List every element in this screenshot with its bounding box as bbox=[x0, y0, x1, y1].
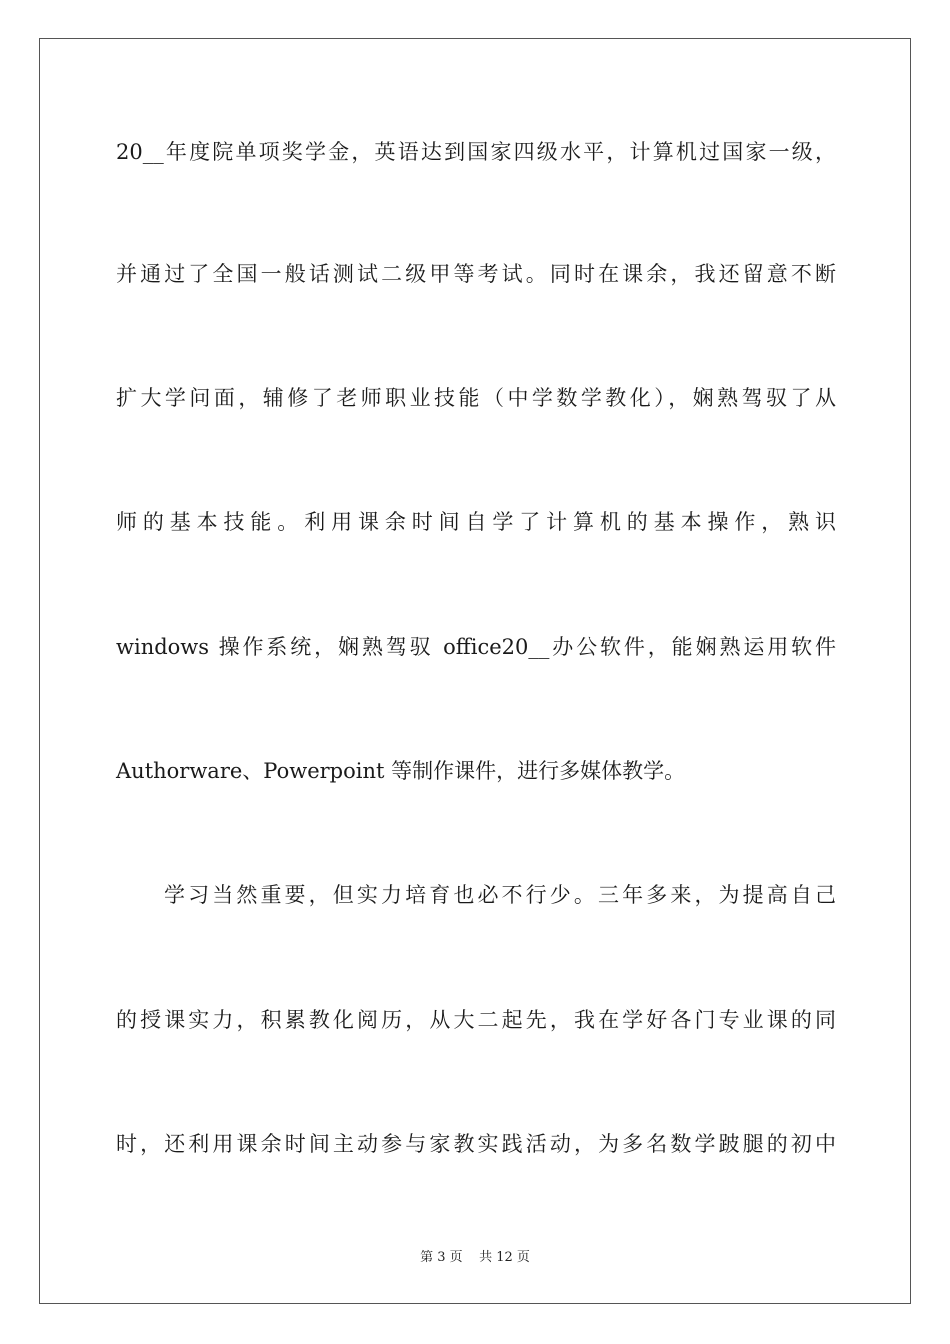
body-line-8: 的授课实力，积累教化阅历，从大二起先，我在学好各门专业课的同 bbox=[116, 1008, 836, 1032]
body-line-2: 并通过了全国一般话测试二级甲等考试。同时在课余，我还留意不断 bbox=[116, 262, 836, 286]
page-border bbox=[39, 38, 911, 1304]
body-line-3: 扩大学问面，辅修了老师职业技能（中学数学教化），娴熟驾驭了从 bbox=[116, 386, 836, 410]
body-line-9: 时，还利用课余时间主动参与家教实践活动，为多名数学跛腿的初中 bbox=[116, 1132, 836, 1156]
body-line-4: 师的基本技能。利用课余时间自学了计算机的基本操作，熟识 bbox=[116, 510, 836, 534]
body-line-6: Authorware、Powerpoint 等制作课件，进行多媒体教学。 bbox=[116, 759, 686, 783]
body-line-5: windows 操作系统，娴熟驾驭 office20__办公软件，能娴熟运用软件 bbox=[116, 635, 836, 659]
body-line-7: 学习当然重要，但实力培育也必不行少。三年多来，为提高自己 bbox=[164, 883, 836, 907]
body-line-1: 20__年度院单项奖学金，英语达到国家四级水平，计算机过国家一级， bbox=[116, 140, 836, 164]
page-number-footer: 第 3 页 共 12 页 bbox=[420, 1250, 530, 1265]
